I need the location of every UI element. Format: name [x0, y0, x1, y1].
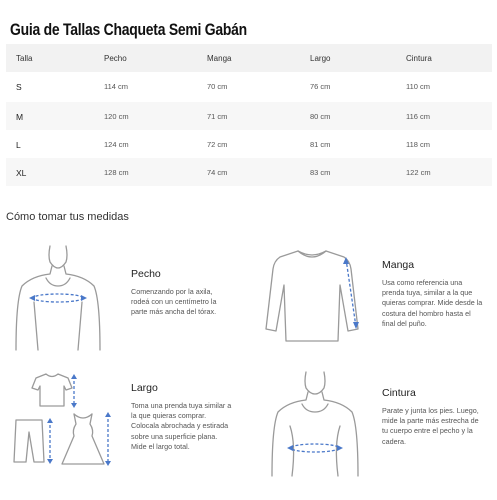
page-title: Guia de Tallas Chaqueta Semi Gabán: [10, 20, 247, 39]
cintura-cell: 116 cm: [406, 112, 431, 121]
header-pecho: Pecho: [104, 54, 127, 63]
size-cell: S: [16, 82, 22, 92]
largo-heading: Largo: [131, 382, 158, 394]
cintura-cell: 122 cm: [406, 168, 431, 177]
pecho-cell: 114 cm: [104, 82, 129, 91]
longsleeve-shirt-sleeve-measure-icon: [262, 245, 362, 345]
table-header-row: [6, 44, 492, 72]
text-line: Usa como referencia una: [382, 278, 463, 287]
text-line: costura del hombro hasta el: [382, 308, 471, 318]
pecho-cell: 128 cm: [104, 168, 129, 177]
largo-cell: 80 cm: [310, 112, 331, 121]
largo-description: [131, 401, 253, 452]
manga-cell: 70 cm: [207, 82, 228, 91]
header-talla: Talla: [16, 54, 33, 63]
pecho-cell: 124 cm: [104, 140, 129, 149]
pecho-heading: Pecho: [131, 268, 161, 280]
size-cell: XL: [16, 168, 27, 178]
header-manga: Manga: [207, 54, 232, 63]
table-row: [6, 158, 492, 186]
manga-cell: 74 cm: [207, 168, 228, 177]
text-line: Mide el largo total.: [131, 441, 190, 451]
header-largo: Largo: [310, 54, 331, 63]
text-line: Colocala abrochada y estirada: [131, 421, 229, 431]
text-line: rodeá con un centímetro la: [131, 297, 217, 307]
torso-chest-measure-icon: [10, 242, 106, 352]
size-table: [6, 44, 492, 186]
pecho-cell: 120 cm: [104, 112, 129, 121]
largo-cell: 83 cm: [310, 168, 331, 177]
cintura-heading: Cintura: [382, 387, 416, 399]
header-cintura: Cintura: [406, 54, 432, 63]
manga-cell: 71 cm: [207, 112, 228, 121]
text-line: Comenzando por la axila,: [131, 287, 213, 296]
size-cell: M: [16, 112, 24, 122]
pecho-description: [131, 287, 253, 318]
cintura-cell: 118 cm: [406, 140, 431, 149]
text-line: tu cuerpo entre el pecho y la: [382, 426, 473, 436]
largo-cell: 76 cm: [310, 82, 331, 91]
text-line: sobre una superficie plana.: [131, 431, 218, 441]
garments-length-icon: [12, 368, 116, 468]
text-line: Parate y junta los pies. Luego,: [382, 406, 479, 415]
text-line: quieras comprar. Mide desde la: [382, 298, 483, 308]
cintura-description: [382, 406, 497, 447]
torso-waist-measure-icon: [262, 368, 368, 478]
text-line: mide la parte más estrecha de: [382, 416, 479, 426]
text-line: parte más ancha del tórax.: [131, 307, 217, 317]
text-line: cadera.: [382, 436, 406, 446]
text-line: final del puño.: [382, 318, 427, 328]
manga-description: [382, 278, 497, 329]
howto-title: Cómo tomar tus medidas: [6, 211, 129, 223]
table-row: [6, 102, 492, 130]
manga-cell: 72 cm: [207, 140, 228, 149]
text-line: Toma una prenda tuya similar a: [131, 401, 232, 410]
table-row: [6, 72, 492, 102]
size-cell: L: [16, 140, 21, 150]
manga-heading: Manga: [382, 259, 415, 271]
text-line: prenda tuya, similar a la que: [382, 288, 473, 298]
largo-cell: 81 cm: [310, 140, 331, 149]
table-row: [6, 130, 492, 158]
cintura-cell: 110 cm: [406, 82, 431, 91]
text-line: la que quieras comprar.: [131, 411, 207, 421]
